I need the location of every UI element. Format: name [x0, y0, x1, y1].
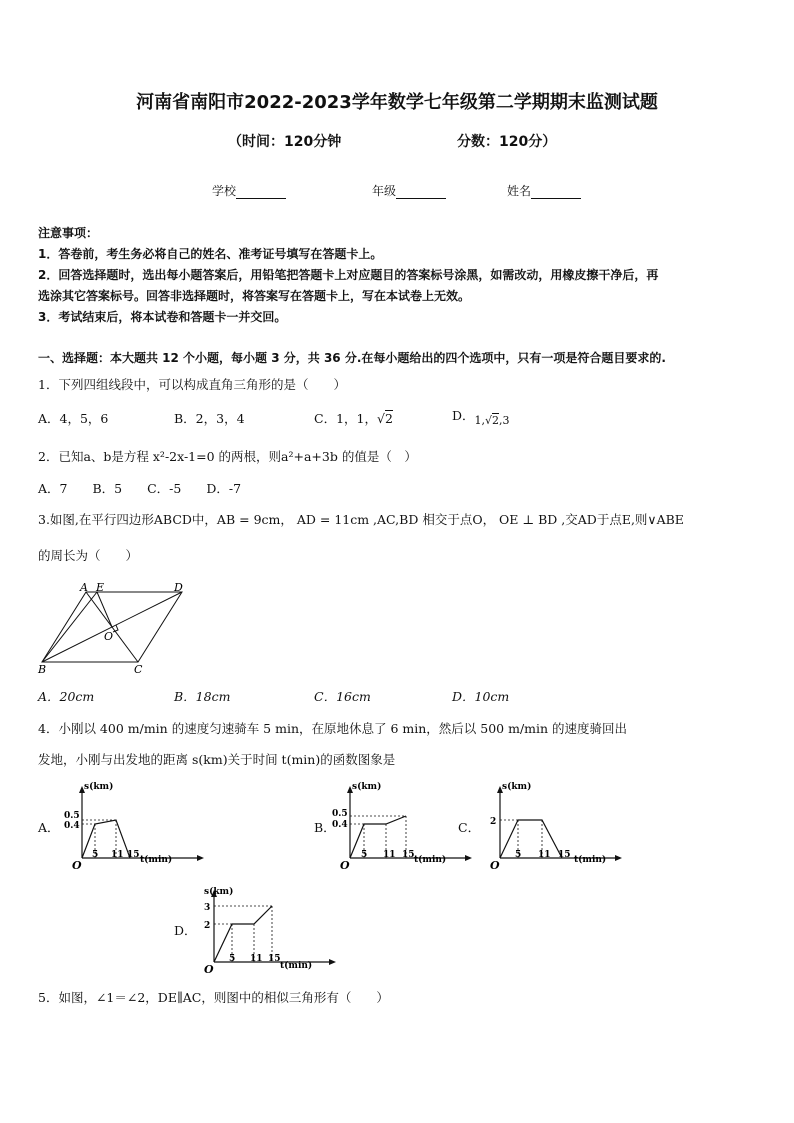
question-2-stem: 2．已知a、b是方程 x²-2x-1=0 的两根，则a²+a+3b 的值是（ ） — [38, 449, 417, 464]
question-4-stem-cont: 发地，小刚与出发地的距离 s(km)关于时间 t(min)的函数图象是 — [38, 752, 396, 767]
q4-graph-c — [478, 780, 628, 870]
q4-option-d-label: D． — [174, 923, 197, 938]
ytick: 0.5 — [332, 809, 348, 819]
q4-graph-a — [60, 780, 210, 870]
q4-graph-b — [328, 780, 481, 870]
origin-label: O — [490, 859, 500, 870]
ytick: 2 — [204, 921, 211, 931]
xtick: 5 — [361, 850, 368, 860]
q3-option-c: C．16cm — [314, 689, 371, 704]
axis-t-label: t(min) — [414, 855, 447, 865]
grade-field: 年级 — [372, 182, 446, 199]
ytick: 3 — [204, 903, 211, 913]
origin-label: O — [340, 859, 350, 870]
origin-label: O — [72, 859, 82, 870]
exam-time: （时间：120分钟 — [228, 134, 342, 150]
q1-option-c: C．1，1，√2 — [314, 411, 393, 426]
name-field: 姓名 — [507, 182, 581, 199]
axis-s-label: s(km) — [502, 782, 532, 792]
section-heading: 一、选择题：本大题共 12 个小题，每小题 3 分，共 36 分.在每小题给出的四个选项中，只有一项是符合题目要求的. — [38, 351, 666, 365]
q3-option-d: D．10cm — [452, 689, 510, 704]
q1-option-b: B．2，3，4 — [174, 411, 245, 426]
school-field: 学校 — [212, 182, 286, 199]
label-c: C — [134, 663, 143, 676]
axis-s-label: s(km) — [84, 782, 114, 792]
question-4-stem: 4．小刚以 400 m/min 的速度匀速骑车 5 min，在原地休息了 6 min，然后以 500 m/min 的速度骑回出 — [38, 721, 628, 736]
axis-t-label: t(min) — [140, 855, 173, 865]
q2-options: A．7 B．5 C．-5 D．-7 — [38, 481, 242, 496]
question-5-stem: 5．如图，∠1＝∠2，DE∥AC，则图中的相似三角形有（ ） — [38, 990, 389, 1005]
ytick: 0.4 — [64, 821, 80, 831]
xtick: 15 — [127, 850, 140, 860]
origin-label: O — [204, 963, 214, 974]
q4-option-a-label: A． — [38, 820, 60, 835]
label-a: A — [80, 581, 88, 594]
xtick: 15 — [268, 954, 281, 964]
q1-option-d: D．1,√2,3 — [452, 408, 510, 427]
xtick: 11 — [250, 954, 263, 964]
label-o: O — [104, 630, 114, 643]
ytick: 2 — [490, 817, 497, 827]
q4-option-c-label: C． — [458, 820, 481, 835]
xtick: 5 — [515, 850, 522, 860]
label-d: D — [174, 581, 183, 594]
notes-heading: 注意事项： — [38, 226, 99, 240]
ytick: 0.5 — [64, 811, 80, 821]
axis-s-label: s(km) — [352, 782, 382, 792]
xtick: 15 — [558, 850, 571, 860]
xtick: 15 — [402, 850, 415, 860]
exam-score: 分数：120分） — [457, 134, 557, 150]
note-item: 选涂其它答案标号。回答非选择题时，将答案写在答题卡上，写在本试卷上无效。 — [38, 289, 471, 303]
q1-option-a: A．4，5，6 — [38, 411, 109, 426]
label-e: E — [96, 581, 105, 594]
parallelogram-figure — [36, 580, 196, 676]
xtick: 5 — [229, 954, 236, 964]
q4-option-b-label: B． — [314, 820, 336, 835]
note-item: 3．考试结束后，将本试卷和答题卡一并交回。 — [38, 310, 287, 324]
page-title: 河南省南阳市2022-2023学年数学七年级第二学期期末监测试题 — [136, 92, 658, 113]
q3-option-a: A．20cm — [38, 689, 95, 704]
q4-graph-d — [192, 884, 342, 974]
xtick: 11 — [383, 850, 396, 860]
note-item: 2．回答选择题时，选出每小题答案后，用铅笔把答题卡上对应题目的答案标号涂黑，如需改动，用橡皮擦干净后，再 — [38, 268, 659, 282]
question-3-stem-cont: 的周长为（ ） — [38, 548, 139, 563]
question-3-stem: 3.如图,在平行四边形ABCD中，AB = 9cm， AD = 11cm ,AC,BD 相交于点O， OE ⊥ BD ,交AD于点E,则∨ABE — [38, 512, 684, 527]
xtick: 5 — [92, 850, 99, 860]
question-1-stem: 1．下列四组线段中，可以构成直角三角形的是（ ） — [38, 377, 346, 392]
axis-t-label: t(min) — [574, 855, 607, 865]
label-b: B — [38, 663, 47, 676]
note-item: 1．答卷前，考生务必将自己的姓名、准考证号填写在答题卡上。 — [38, 247, 383, 261]
xtick: 11 — [538, 850, 551, 860]
ytick: 0.4 — [332, 820, 348, 830]
axis-s-label: s(km) — [204, 887, 234, 897]
q3-option-b: B．18cm — [174, 689, 231, 704]
axis-t-label: t(min) — [280, 961, 313, 971]
xtick: 11 — [111, 850, 124, 860]
